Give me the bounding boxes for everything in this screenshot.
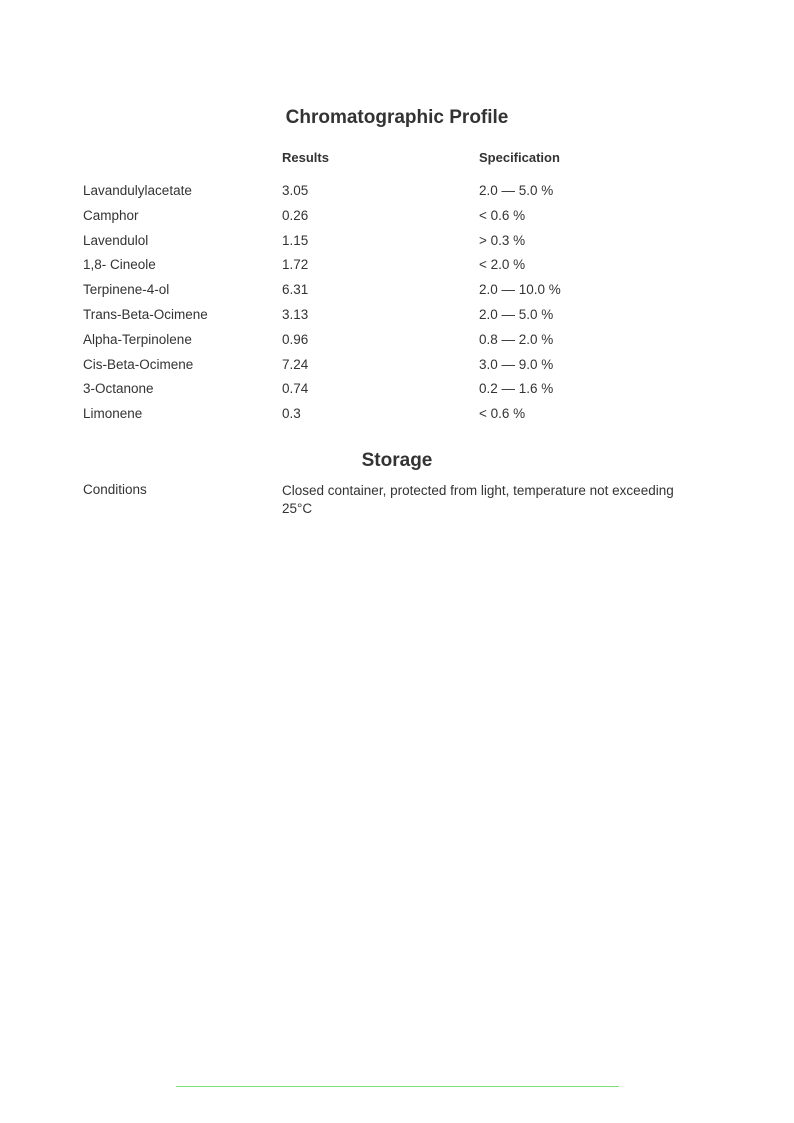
chromatographic-table [83, 183, 723, 431]
storage-title: Storage [361, 450, 433, 471]
storage-conditions-value: Closed container, protected from light, temperature not exceeding 25°C [282, 483, 674, 516]
compound-name: Alpha-Terpinolene [83, 331, 192, 347]
table-row [83, 357, 723, 382]
table-row [83, 282, 723, 307]
results-column-header: Results [282, 150, 329, 165]
compound-specification: 0.8 — 2.0 % [479, 331, 554, 347]
compound-result: 1.15 [282, 232, 309, 248]
compound-result: 0.74 [282, 381, 309, 397]
table-row [83, 233, 723, 258]
compound-name: Lavandulylacetate [83, 183, 192, 198]
table-row [83, 332, 723, 357]
compound-specification: 2.0 — 5.0 % [479, 306, 554, 322]
compound-result: 0.96 [282, 331, 309, 347]
table-row [83, 406, 723, 431]
compound-result: 0.3 [282, 406, 301, 422]
compound-specification: < 0.6 % [479, 207, 526, 223]
compound-result: 6.31 [282, 282, 309, 298]
compound-name: 3-Octanone [83, 381, 154, 397]
compound-result: 7.24 [282, 356, 309, 372]
compound-specification: < 2.0 % [479, 257, 526, 273]
table-row [83, 257, 723, 282]
compound-name: Trans-Beta-Ocimene [83, 306, 208, 322]
compound-specification: 0.2 — 1.6 % [479, 381, 554, 397]
compound-name: Terpinene-4-ol [83, 282, 170, 298]
specification-column-header: Specification [479, 150, 560, 165]
compound-result: 1.72 [282, 257, 309, 273]
compound-specification: 2.0 — 10.0 % [479, 282, 561, 298]
footer-divider [176, 1086, 619, 1087]
compound-name: Lavendulol [83, 232, 149, 248]
table-row [83, 208, 723, 233]
compound-specification: 3.0 — 9.0 % [479, 356, 554, 372]
compound-name: 1,8- Cineole [83, 257, 156, 273]
table-row [83, 307, 723, 332]
compound-name: Limonene [83, 406, 143, 422]
compound-name: Camphor [83, 207, 139, 223]
compound-result: 3.05 [282, 183, 309, 198]
compound-specification: < 0.6 % [479, 406, 526, 422]
compound-result: 3.13 [282, 306, 309, 322]
chromatographic-profile-title: Chromatographic Profile [285, 107, 509, 128]
compound-result: 0.26 [282, 207, 309, 223]
compound-name: Cis-Beta-Ocimene [83, 356, 194, 372]
table-row [83, 183, 723, 208]
compound-specification: > 0.3 % [479, 232, 526, 248]
table-row [83, 381, 723, 406]
storage-conditions-label: Conditions [83, 482, 147, 497]
compound-specification: 2.0 — 5.0 % [479, 183, 554, 198]
